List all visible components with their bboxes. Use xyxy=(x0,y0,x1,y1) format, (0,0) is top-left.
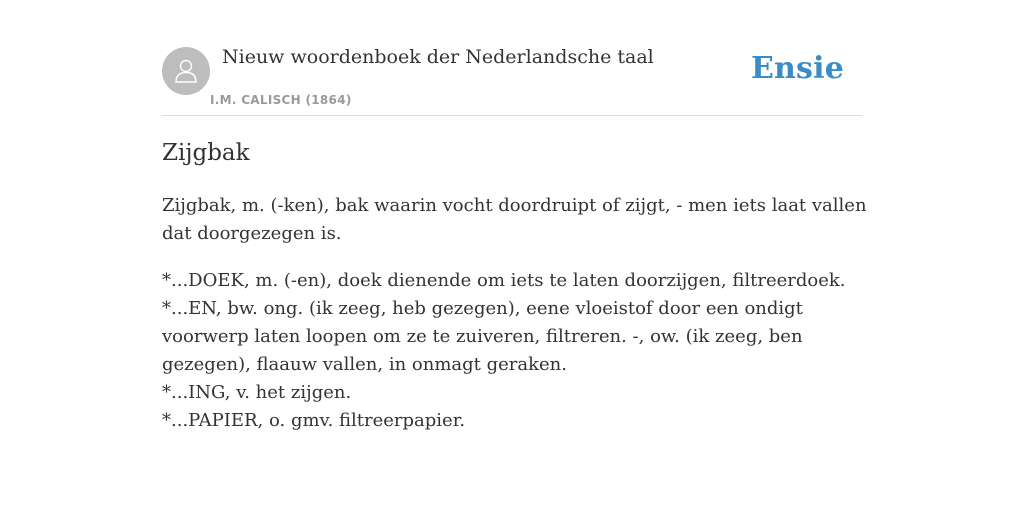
subentry-line: *...PAPIER, o. gmv. filtreerpapier. xyxy=(162,410,466,431)
author-label[interactable]: I.M. CALISCH (1864) xyxy=(210,93,352,107)
definition-subentries xyxy=(162,267,872,435)
subentry-line: *...EN, bw. ong. (ik zeeg, heb gezegen), eene vloeistof door een ondigt voorwerp laten loopen om ze te zuiveren, filtreren. -, ow. (ik zeeg, ben gezegen), flaauw vallen, in onmagt geraken. xyxy=(162,298,803,375)
ensie-logo[interactable]: Ensie xyxy=(750,51,844,86)
header xyxy=(162,40,862,116)
entry-definition xyxy=(162,192,872,435)
user-placeholder-icon xyxy=(171,56,201,86)
definition-paragraph: Zijgbak, m. (-ken), bak waarin vocht doordruipt of zijgt, - men iets laat vallen dat doorgezegen is. xyxy=(162,195,867,244)
book-title-link[interactable]: Nieuw woordenboek der Nederlandsche taal xyxy=(222,46,654,68)
subentry-line: *...ING, v. het zijgen. xyxy=(162,382,352,403)
entry-title: Zijgbak xyxy=(162,140,250,166)
avatar[interactable] xyxy=(162,47,210,95)
subentry-line: *...DOEK, m. (-en), doek dienende om iets te laten doorzijgen, filtreerdoek. xyxy=(162,270,846,291)
